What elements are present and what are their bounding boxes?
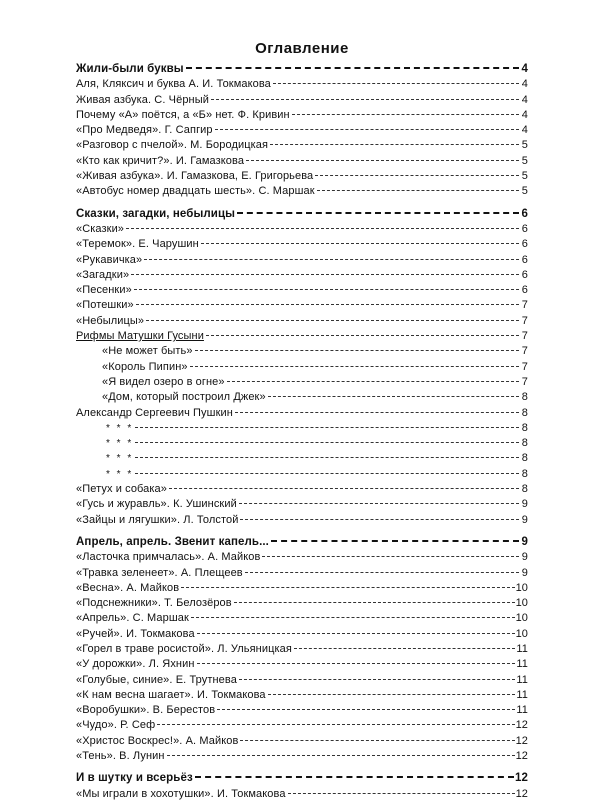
entry-title: Рифмы Матушки Гусыни [76, 330, 204, 343]
section-heading[interactable] [76, 771, 528, 786]
page-number: 12 [515, 750, 528, 763]
page-number: 8 [521, 467, 528, 480]
entry-title: «Дом, который построил Джек» [102, 391, 266, 404]
entry-title: «Голубые, синие». Е. Трутнева [76, 673, 237, 686]
dot-leader [135, 472, 519, 474]
dot-leader [268, 395, 519, 397]
toc-entry[interactable] [76, 566, 528, 581]
toc-entry[interactable] [76, 550, 528, 565]
page-number: 5 [521, 170, 528, 183]
page-number: 11 [516, 642, 528, 655]
dot-leader [146, 319, 519, 321]
dot-leader [235, 411, 519, 413]
toc-entry[interactable] [76, 467, 528, 482]
toc-entry[interactable] [76, 154, 528, 169]
page-number: 6 [521, 284, 528, 297]
entry-title: Александр Сергеевич Пушкин [76, 406, 233, 419]
page-number: 8 [521, 391, 528, 404]
section-gap [76, 200, 528, 207]
entry-title: «Травка зеленеет». А. Плещеев [76, 566, 243, 579]
page-number: 12 [515, 734, 528, 747]
page-number: 9 [521, 566, 528, 579]
page-number: 5 [521, 154, 528, 167]
page-number: 8 [521, 452, 528, 465]
page-number: 11 [516, 704, 528, 717]
toc-entry[interactable] [76, 77, 528, 92]
page-number: 9 [521, 535, 528, 548]
dot-leader [136, 303, 519, 305]
dot-leader [240, 739, 514, 741]
entry-title: «Небылицы» [76, 314, 145, 327]
dot-leader [268, 693, 516, 695]
entry-title: «К нам весна шагает». И. Токмакова [76, 688, 266, 701]
entry-title: * * * [106, 453, 134, 465]
page-number: 10 [515, 597, 528, 610]
page-number: 6 [521, 222, 528, 235]
dot-leader [273, 82, 519, 84]
entry-title: И в шутку и всерьёз [76, 772, 193, 785]
toc-entry[interactable] [76, 787, 528, 802]
dot-leader [197, 632, 515, 634]
toc-entry[interactable] [76, 329, 528, 344]
page-number: 9 [521, 513, 528, 526]
dot-leader [239, 678, 515, 680]
toc-entry[interactable] [76, 360, 528, 375]
toc-entry[interactable] [76, 138, 528, 153]
dot-leader [134, 288, 519, 290]
entry-title: «Петух и собака» [76, 483, 167, 496]
dot-leader [186, 66, 519, 69]
dot-leader [167, 754, 515, 756]
entry-title: Почему «А» поётся, а «Б» нет. Ф. Кривин [76, 108, 290, 121]
dot-leader [144, 258, 519, 260]
page-number: 12 [515, 772, 528, 785]
page-title: Оглавление [255, 40, 349, 57]
page-number: 4 [521, 93, 528, 106]
dot-leader [201, 242, 519, 244]
toc-entry[interactable] [76, 344, 528, 359]
entry-title: «Я видел озеро в огне» [102, 375, 225, 388]
dot-leader [237, 211, 519, 214]
toc-entry[interactable] [76, 314, 528, 329]
entry-title: «Горел в траве росистой». Л. Ульяницкая [76, 642, 292, 655]
entry-title: «Загадки» [76, 268, 130, 281]
toc-entry[interactable] [76, 482, 528, 497]
page-number: 4 [521, 63, 528, 75]
entry-title: «Про Медведя». Г. Сапгир [76, 124, 213, 137]
page-number: 10 [515, 581, 528, 594]
page-number: 10 [515, 612, 528, 625]
dot-leader [131, 273, 519, 275]
dot-leader [245, 571, 519, 573]
toc-entry[interactable] [76, 611, 528, 626]
dot-leader [190, 365, 519, 367]
page-number: 4 [521, 108, 528, 121]
toc-entry[interactable] [76, 169, 528, 184]
entry-title: Апрель, апрель. Звенит капель... [76, 535, 269, 548]
dot-leader [135, 456, 519, 458]
section-heading[interactable] [76, 535, 528, 550]
dot-leader [271, 539, 519, 542]
entry-title: «Тень». В. Лунин [76, 750, 165, 763]
entry-title: «Весна». А. Майков [76, 581, 180, 594]
dot-leader [157, 723, 514, 725]
page-number: 7 [521, 330, 528, 343]
dot-leader [169, 487, 519, 489]
section-gap [76, 764, 528, 771]
dot-leader [135, 426, 519, 428]
dot-leader [195, 775, 514, 778]
page-number: 10 [515, 627, 528, 640]
toc-entry[interactable] [76, 123, 528, 138]
toc-entry[interactable] [76, 421, 528, 436]
toc-entry[interactable] [76, 268, 528, 283]
entry-title: «Король Пипин» [102, 360, 188, 373]
entry-title: «Живая азбука». И. Гамазкова, Е. Григорьева [76, 170, 314, 183]
toc-entry[interactable] [76, 237, 528, 252]
dot-leader [211, 98, 519, 100]
entry-title: «Потешки» [76, 299, 134, 312]
entry-title: Живая азбука. С. Чёрный [76, 93, 209, 106]
toc-entry[interactable] [76, 451, 528, 466]
toc-entry[interactable] [76, 581, 528, 596]
toc-entry[interactable] [76, 596, 528, 611]
toc-entry[interactable] [76, 222, 528, 237]
toc-entry[interactable] [76, 513, 528, 528]
entry-title: «Рукавичка» [76, 253, 143, 266]
toc-entry[interactable] [76, 436, 528, 451]
entry-title: «Разговор с пчелой». М. Бородицкая [76, 139, 269, 152]
dot-leader [240, 518, 519, 520]
page-number: 8 [521, 421, 528, 434]
entry-title: Жили-были буквы [76, 63, 184, 75]
entry-title: Сказки, загадки, небылицы [76, 207, 236, 220]
page-number: 7 [521, 314, 528, 327]
page-number: 8 [521, 437, 528, 450]
page-number: 12 [515, 719, 528, 732]
dot-leader [315, 174, 519, 176]
entry-title: «Апрель». С. Маршак [76, 612, 189, 625]
section-heading[interactable] [76, 62, 528, 77]
dot-leader [126, 227, 519, 229]
page-number: 11 [516, 688, 528, 701]
page-number: 7 [521, 299, 528, 312]
page-number: 6 [521, 238, 528, 251]
dot-leader [206, 334, 519, 336]
page-number: 7 [521, 345, 528, 358]
page-number: 7 [521, 375, 528, 388]
dot-leader [262, 555, 519, 557]
entry-title: «Чудо». Р. Сеф [76, 719, 156, 732]
page-number: 7 [521, 360, 528, 373]
page-number: 12 [515, 787, 528, 800]
dot-leader [181, 586, 514, 588]
entry-title: «Ручей». И. Токмакова [76, 627, 195, 640]
entry-title: «Воробушки». В. Берестов [76, 704, 216, 717]
section-gap [76, 528, 528, 535]
toc-entry[interactable] [76, 734, 528, 749]
entry-title: «У дорожки». Л. Яхнин [76, 658, 195, 671]
entry-title: * * * [106, 422, 134, 434]
page-number: 11 [516, 658, 528, 671]
entry-title: «Песенки» [76, 284, 132, 297]
entry-title: «Мы играли в хохотушки». И. Токмакова [76, 787, 286, 800]
toc-entry[interactable] [76, 673, 528, 688]
toc-entry[interactable] [76, 657, 528, 672]
dot-leader [135, 441, 519, 443]
entry-title: * * * [106, 438, 134, 450]
dot-leader [197, 662, 516, 664]
entry-title: «Кто как кричит?». И. Гамазкова [76, 154, 245, 167]
dot-leader [215, 128, 519, 130]
toc-entry[interactable] [76, 390, 528, 405]
toc-entry[interactable] [76, 253, 528, 268]
toc-entry[interactable] [76, 375, 528, 390]
entry-title: Аля, Кляксич и буква А. И. Токмакова [76, 78, 271, 91]
dot-leader [270, 143, 519, 145]
toc-entry[interactable] [76, 283, 528, 298]
toc-entry[interactable] [76, 497, 528, 512]
toc-entry[interactable] [76, 718, 528, 733]
toc-entry[interactable] [76, 184, 528, 199]
page-number: 4 [521, 124, 528, 137]
entry-title: «Христос Воскрес!». А. Майков [76, 734, 239, 747]
toc-entry[interactable] [76, 298, 528, 313]
page-number: 5 [521, 185, 528, 198]
toc-entry[interactable] [76, 406, 528, 421]
page-number: 9 [521, 498, 528, 511]
dot-leader [217, 708, 515, 710]
page-number: 9 [521, 551, 528, 564]
page-number: 6 [521, 268, 528, 281]
entry-title: «Сказки» [76, 222, 125, 235]
dot-leader [317, 189, 519, 191]
entry-title: «Автобус номер двадцать шесть». С. Маршак [76, 185, 315, 198]
dot-leader [288, 792, 515, 794]
entry-title: «Гусь и журавль». К. Ушинский [76, 498, 237, 511]
dot-leader [234, 601, 515, 603]
toc-entry[interactable] [76, 703, 528, 718]
page-number: 11 [516, 673, 528, 686]
dot-leader [195, 349, 519, 351]
toc-entry[interactable] [76, 93, 528, 108]
page-number: 6 [521, 207, 528, 220]
table-of-contents [76, 62, 528, 802]
section-heading[interactable] [76, 207, 528, 222]
entry-title: «Ласточка примчалась». А. Майков [76, 551, 261, 564]
dot-leader [239, 502, 519, 504]
entry-title: «Теремок». Е. Чарушин [76, 238, 199, 251]
toc-entry[interactable] [76, 749, 528, 764]
dot-leader [246, 159, 519, 161]
page-number: 6 [521, 253, 528, 266]
toc-entry[interactable] [76, 108, 528, 123]
entry-title: «Не может быть» [102, 345, 193, 358]
page-number: 8 [521, 483, 528, 496]
entry-title: * * * [106, 468, 134, 480]
entry-title: «Подснежники». Т. Белозёров [76, 597, 232, 610]
toc-entry[interactable] [76, 627, 528, 642]
page-number: 4 [521, 78, 528, 91]
toc-entry[interactable] [76, 688, 528, 703]
dot-leader [292, 113, 519, 115]
dot-leader [227, 380, 519, 382]
page-number: 8 [521, 406, 528, 419]
page-number: 5 [521, 139, 528, 152]
dot-leader [294, 647, 515, 649]
toc-entry[interactable] [76, 642, 528, 657]
entry-title: «Зайцы и лягушки». Л. Толстой [76, 513, 239, 526]
dot-leader [191, 616, 515, 618]
